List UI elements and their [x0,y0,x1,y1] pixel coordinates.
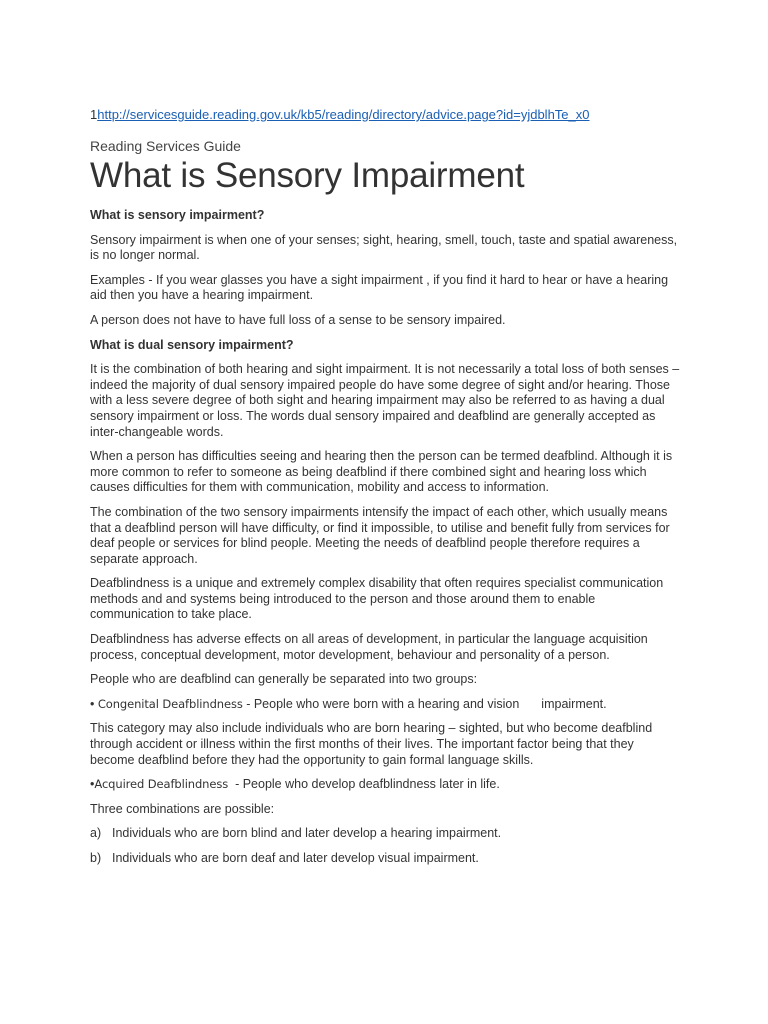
document-page [90,106,680,876]
bullet: • [90,696,98,711]
term-acquired: Acquired Deafblindness [94,777,229,792]
section-heading-sensory: What is sensory impairment? [90,208,265,222]
list-marker: a) [90,826,102,841]
document-title: What is Sensory Impairment [90,156,525,195]
paragraph: This category may also include individuals who are born hearing – sighted, but who become deafblind through accident or illness within the first months of their lives. The important factor being that they become deafblind before they had the opportunity to gain formal language skills. [90,721,653,767]
paragraph: It is the combination of both hearing and sight impairment. It is not necessarily a total loss of both senses – indeed the majority of dual sensory impaired people do have some degree of sight and/or hearing. Those with a less severe degree of both sight and hearing impairment may also be referred to as having a dual sensory impairment or loss. The words dual sensory impaired and deafblind are generally accepted as inter-changeable words. [90,362,680,439]
list-item-text: Individuals who are born blind and later develop a hearing impairment. [112,826,502,841]
footnote-number: 1 [90,107,98,122]
paragraph: Sensory impairment is when one of your senses; sight, hearing, smell, touch, taste and spatial awareness, is no longer normal. [90,232,678,263]
paragraph: Three combinations are possible: [90,801,275,816]
bullet: • [90,777,95,792]
paragraph: The combination of the two sensory impairments intensify the impact of each other, which usually means that a deafblind person will have difficulty, or find it impossible, to utilise and benefit fully from services for deaf people or services for blind people. Meeting the needs of deafblind people therefore requires a separate approach. [90,504,670,566]
section-heading-dual: What is dual sensory impairment? [90,337,294,352]
group-acquired [90,777,680,793]
list-item-text: Individuals who are born deaf and later develop visual impairment. [112,851,479,865]
paragraph: When a person has difficulties seeing and hearing then the person can be termed deafblind. Although it is more common to refer to someone as being deafblind if there combined sight and hearing loss which causes difficulties for them with communication, mobility and access to information. [90,449,673,495]
group-acquired-desc: - People who develop deafblindness later in life. [228,777,500,792]
paragraph: Deafblindness is a unique and extremely complex disability that often requires specialist communication methods and and systems being introduced to the person and those around them to enable communication to take place. [90,576,664,622]
group-congenital [90,697,680,713]
paragraph: Examples - If you wear glasses you have a sight impairment , if you find it hard to hear or have a hearing aid then you have a hearing impairment. [90,272,669,303]
footnote [90,106,680,124]
term-congenital: Congenital Deafblindness [97,696,243,711]
list-item [90,826,680,842]
list-marker: b) [90,851,102,865]
footnote-link[interactable]: http://servicesguide.reading.gov.uk/kb5/reading/directory/advice.page?id=yjdblhTe_x0 [97,107,590,122]
paragraph: Deafblindness has adverse effects on all areas of development, in particular the language acquisition process, conceptual development, motor development, behaviour and personality of a person. [90,632,648,662]
group-congenital-desc-end: impairment. [541,696,607,711]
group-congenital-desc: - People who were born with a hearing and vision [242,696,520,711]
paragraph: A person does not have to have full loss of a sense to be sensory impaired. [90,312,506,327]
document-subtitle: Reading Services Guide [90,138,241,154]
paragraph: People who are deafblind can generally be separated into two groups: [90,672,478,687]
list-item [90,851,680,867]
